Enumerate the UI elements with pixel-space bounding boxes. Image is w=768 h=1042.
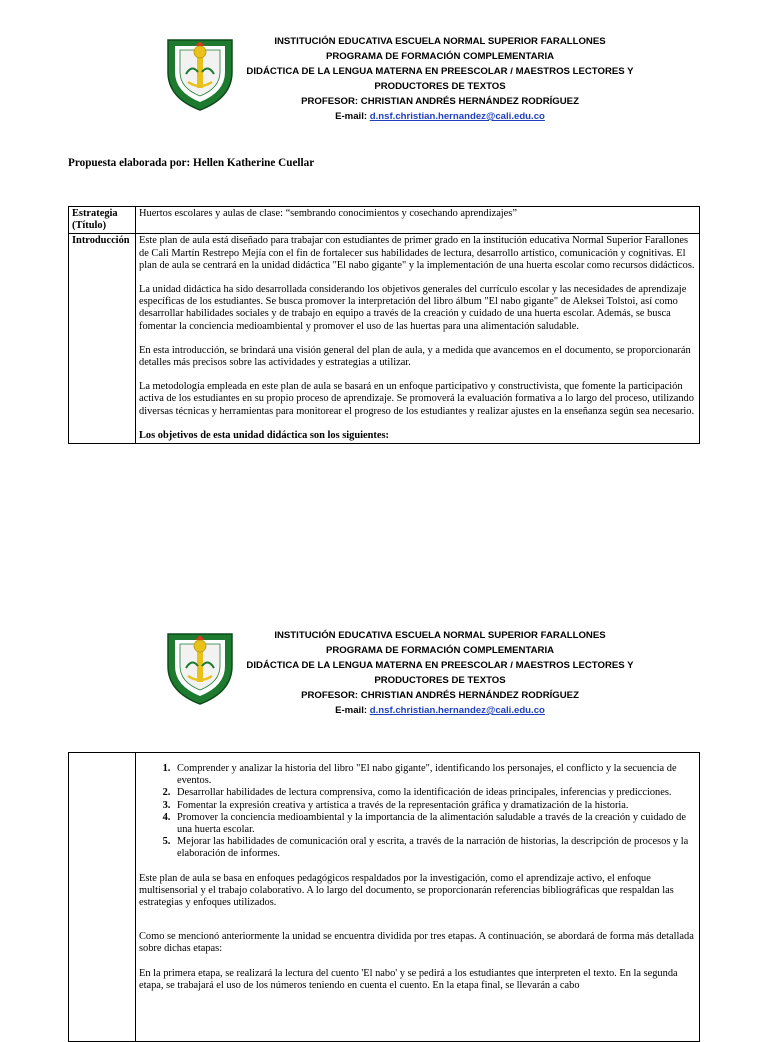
strategy-title: Huertos escolares y aulas de clase: “sembrando conocimientos y cosechando aprendizajes” <box>136 207 700 234</box>
institution-name: INSTITUCIÓN EDUCATIVA ESCUELA NORMAL SUPERIOR FARALLONES <box>274 630 606 641</box>
page2-header <box>0 624 768 724</box>
objective-item: 5. Mejorar las habilidades de comunicación oral y escrita, a través de la narración de historias, la descripción de procesos y la elaboración de informes. <box>173 836 696 860</box>
intro-paragraph: En esta introducción, se brindará una visión general del plan de aula, y a medida que avancemos en el documento, se proporcionarán detalles más precisos sobre las actividades y estrategias a utilizar. <box>139 344 691 369</box>
email-line <box>240 703 640 718</box>
objective-item: 2. Desarrollar habilidades de lectura comprensiva, como la identificación de ideas principales, inferencias y predicciones. <box>173 787 696 799</box>
objective-item: 1. Comprender y analizar la historia del libro "El nabo gigante", identificando los personajes, el conflicto y la secuencia de eventos. <box>173 763 696 787</box>
course-line-1: DIDÁCTICA DE LA LENGUA MATERNA EN PREESCOLAR / MAESTROS LECTORES Y <box>246 660 634 671</box>
email-line <box>240 109 640 124</box>
continuation-content <box>136 753 700 1042</box>
introduction-content <box>136 234 700 444</box>
empty-label-cell <box>69 753 136 1042</box>
school-shield-logo <box>160 628 240 708</box>
intro-paragraph: La metodología empleada en este plan de aula se basará en un enfoque participativo y constructivista, que fomente la participación activa de los estudiantes en su propio proceso de aprendizaje. Se promoverá la evaluación formativa a lo largo del proceso, utilizando diversas técnicas y herramientas para monitorear el progreso de los estudiantes y realizar ajustes en la enseñanza según sea necesario. <box>139 381 695 417</box>
page1-header <box>0 30 768 130</box>
email-label: E-mail: <box>335 111 368 122</box>
table-row <box>69 207 700 234</box>
institution-name: INSTITUCIÓN EDUCATIVA ESCUELA NORMAL SUPERIOR FARALLONES <box>274 36 606 47</box>
objective-item: 4. Promover la conciencia medioambiental y la importancia de la alimentación saludable a través de la creación y cuidado de una huerta escolar. <box>173 812 696 836</box>
body-paragraph: Como se mencionó anteriormente la unidad se encuentra dividida por tres etapas. A continuación, se abordará de forma más detallada sobre dichas etapas: <box>139 931 694 955</box>
program-name: PROGRAMA DE FORMACIÓN COMPLEMENTARIA <box>325 645 555 656</box>
introduction-label: Introducción <box>69 234 136 444</box>
objectives-heading: Los objetivos de esta unidad didáctica son los siguientes: <box>139 429 389 441</box>
strategy-table <box>68 206 700 444</box>
course-line-2: PRODUCTORES DE TEXTOS <box>374 81 506 92</box>
email-link[interactable]: d.nsf.christian.hernandez@cali.edu.co <box>369 111 545 122</box>
table-row <box>69 753 700 1042</box>
professor-name: PROFESOR: CHRISTIAN ANDRÉS HERNÁNDEZ RODRÍGUEZ <box>301 690 579 701</box>
table-row <box>69 234 700 444</box>
author-line: Propuesta elaborada por: Hellen Katherine Cuellar <box>68 157 315 169</box>
body-paragraph: Este plan de aula se basa en enfoques pedagógicos respaldados por la investigación, como el aprendizaje activo, el enfoque multisensorial y el trabajo colaborativo. A lo largo del documento, se proporcionarán referencias bibliográficas que respaldan las estrategias y enfoques utilizados. <box>139 872 674 909</box>
program-name: PROGRAMA DE FORMACIÓN COMPLEMENTARIA <box>325 51 555 62</box>
email-label: E-mail: <box>335 705 368 716</box>
body-paragraph: En la primera etapa, se realizará la lectura del cuento 'El nabo' y se pedirá a los estudiantes que interpreten el texto. En la segunda etapa, se trabajará el uso de los números teniendo en cuenta el cuento. En la etapa final, se llevarán a cabo <box>139 967 678 991</box>
continuation-table <box>68 752 700 1042</box>
course-line-1: DIDÁCTICA DE LA LENGUA MATERNA EN PREESCOLAR / MAESTROS LECTORES Y <box>246 66 634 77</box>
intro-paragraph: Este plan de aula está diseñado para trabajar con estudiantes de primer grado en la institución educativa Normal Superior Farallones de Cali Martín Restrepo Mejía con el fin de fortalecer sus habilidades de lectura, desarrollo artístico, comunicación y cognitivas. El plan de aula se centrará en la unidad didáctica "El nabo gigante" y la implementación de una huerta escolar como recursos didácticos. <box>139 235 695 271</box>
intro-paragraph: La unidad didáctica ha sido desarrollada considerando los objetivos generales del currículo escolar y las necesidades de aprendizaje específicas de los estudiantes. Se busca promover la interpretación del libro álbum "El nabo gigante" de Aleksei Tolstoi, así como desarrollar habilidades sociales y de trabajo en equipo a través de la creación y cuidado de una huerta escolar. Además, se busca fomentar la conciencia medioambiental y promover el uso de las huertas para una alimentación saludable. <box>139 284 687 332</box>
strategy-label: Estrategia (Título) <box>69 207 136 234</box>
email-link[interactable]: d.nsf.christian.hernandez@cali.edu.co <box>369 705 545 716</box>
school-shield-logo <box>160 34 240 114</box>
professor-name: PROFESOR: CHRISTIAN ANDRÉS HERNÁNDEZ RODRÍGUEZ <box>301 96 579 107</box>
objective-item: 3. Fomentar la expresión creativa y artística a través de la representación gráfica y dramatización de la historia. <box>173 800 696 812</box>
course-line-2: PRODUCTORES DE TEXTOS <box>374 675 506 686</box>
header-text <box>240 628 640 718</box>
objectives-list <box>139 763 696 861</box>
header-text <box>240 34 640 124</box>
